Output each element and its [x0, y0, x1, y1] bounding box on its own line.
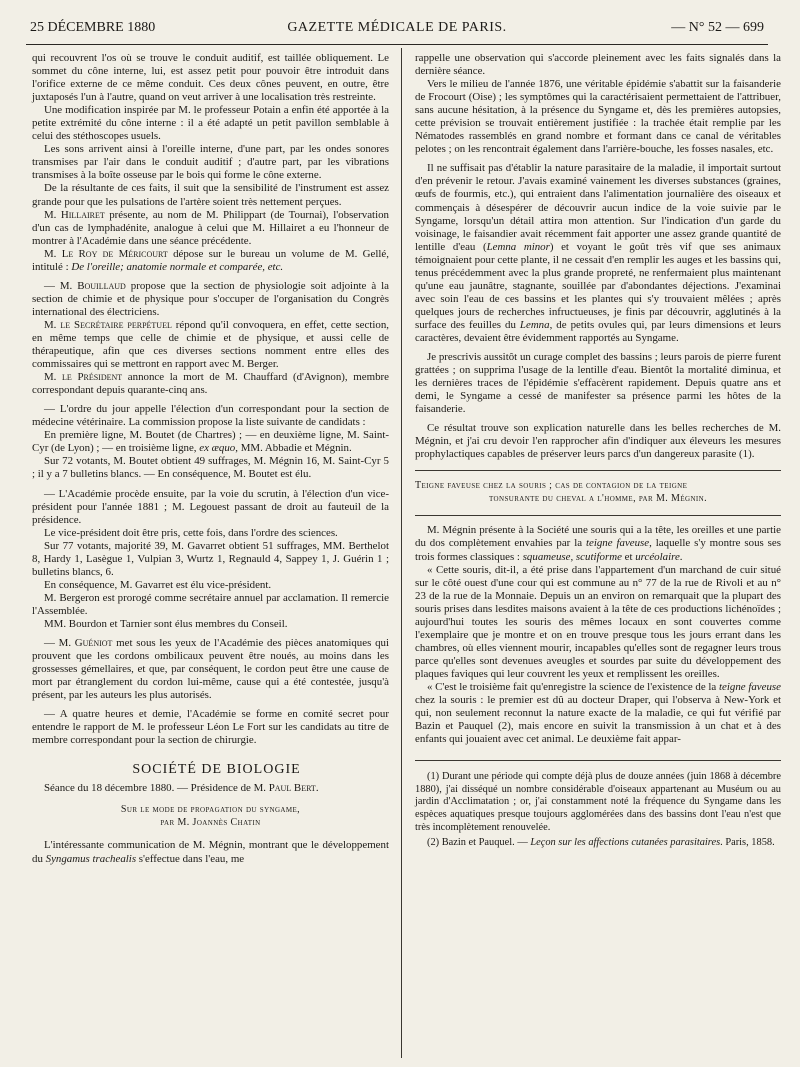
paragraph-text: .	[315, 782, 319, 795]
emphasis: teigne faveuse	[585, 537, 650, 550]
paragraph: Vers le milieu de l'année 1876, une véritable épidémie s'abattit sur la faisanderie de Frocourt (Oise) ; les symptômes qui la caractérisaient permettaient de l'attribuer, sans aucune hésitation, à la présence du Syngame et, dès les premières autopsies, cette prévision se trouvait entièrement justifiée : la trachée était remplie par les Nématodes rassemblés en grand nombre et formant dans ce canal de véritables pelotes ; on les rencontrait également dans l'arrière-bouche, les fosses nasales, etc.	[415, 78, 781, 156]
speaker-name: — M. Guéniot	[44, 637, 113, 650]
paragraph-text: présente, au nom de M. Philippart (de Tournai), l'observation d'un cas de lymphadénite, analogue à celui que M. Hillairet a eu l'honneur de montrer à l'Académie dans une séance précédente.	[32, 208, 389, 247]
paragraph-text: propose que la section de physiologie soit adjointe à la section de chimie et de physique pour s'occuper de l'organisation du Congrès international des électriciens.	[32, 279, 389, 318]
paragraph-text: annonce la mort de M. Chauffard (d'Avignon), membre correspondant depuis quarante-cinq ans.	[32, 371, 389, 397]
section-title: SOCIÉTÉ DE BIOLOGIE	[132, 762, 301, 778]
paragraph-text: « C'est le troisième fait qu'enregistre la science de l'existence de la	[427, 680, 719, 693]
header-title: GAZETTE MÉDICALE DE PARIS.	[287, 20, 507, 35]
footnote-text: . Paris, 1858.	[720, 837, 775, 849]
book-title: Leçon sur les affections cutanées parasitaires	[530, 837, 721, 849]
paragraph: — L'Académie procède ensuite, par la voie du scrutin, à l'élection d'un vice-président pour l'année 1881 ; M. Legouest passant de droit au fauteuil de la présidence.	[32, 487, 389, 526]
paragraph: De la résultante de ces faits, il suit que la sensibilité de l'instrument est assez grande pour que les pulsations de l'artère soient très nettement perçues.	[32, 182, 389, 208]
right-column	[415, 52, 781, 853]
paragraph-text: .	[679, 550, 683, 563]
paragraph-text: L'intéressante communication de M. Mégnin, montrant que le développement du	[32, 839, 389, 865]
header-page-number: — N° 52 — 699	[671, 20, 764, 35]
paragraph	[415, 524, 781, 563]
speaker-name: M. le Président	[44, 371, 123, 384]
footnote	[415, 837, 781, 850]
paragraph: — A quatre heures et demie, l'Académie se forme en comité secret pour entendre le rapport de M. le professeur Léon Le Fort sur les candidats au titre de membre correspondant pour la section de chirurgie.	[32, 708, 389, 747]
paragraph	[32, 371, 389, 397]
book-title: De l'oreille; anatomie normale et comparée	[71, 260, 263, 273]
article-title-line: Sur le mode de propagation du syngame,	[120, 804, 301, 816]
paragraph	[32, 280, 389, 319]
paragraph	[32, 319, 389, 371]
paragraph: M. Bergeron est prorogé comme secrétaire annuel par acclamation. Il remercie l'Assemblée.	[32, 591, 389, 617]
speaker-name: — M. Bouillaud	[44, 279, 126, 292]
paragraph: En conséquence, M. Gavarret est élu vice-président.	[44, 578, 272, 591]
paragraph-text: s'effectue dans l'eau, me	[136, 852, 245, 865]
footnotes	[415, 771, 781, 850]
article-title	[415, 479, 781, 505]
paragraph	[32, 429, 389, 455]
header-date: 25 DÉCEMBRE 1880	[30, 20, 156, 35]
left-column	[32, 52, 389, 866]
paragraph-text: Séance du 18 décembre 1880. — Présidence de M.	[44, 782, 269, 795]
paragraph-text: En première ligne, M. Boutet (de Chartres) ; — en deuxième ligne, M. Saint-Cyr (de Lyon) ; — en troisième ligne,	[32, 429, 389, 455]
paragraph: Sur 77 votants, majorité 39, M. Gavarret obtient 51 suffrages, MM. Berthelot 8, Hardy 1, Lasègue 1, Vulpian 3, Wurtz 1, Regnauld 4, Sappey 1, J. Guérin 1 ; bulletins blancs, 6.	[32, 539, 389, 578]
paragraph-text: répond qu'il convoquera, en effet, cette section, en même temps que celle de chimie et de physique, et aussi celle de thérapeutique, afin que ces diverses sections nomment entre elles des commissaires qui se mettront en rapport avec M. Berger.	[32, 318, 389, 371]
session-line	[32, 782, 389, 795]
paragraph: Sur 72 votants, M. Boutet obtient 49 suffrages, M. Mégnin 16, M. Saint-Cyr 5 ; il y a 7 bulletins blancs. — En conséquence, M. Boutet est élu.	[32, 455, 389, 481]
paragraph: MM. Bourdon et Tarnier sont élus membres du Conseil.	[44, 617, 288, 630]
paragraph: Les sons arrivent ainsi à l'oreille interne, d'une part, par les ondes sonores transmises par l'air dans le conduit auditif ; d'autre part, par les vibrations transmises à la boîte osseuse par le bois qui forme le cône externe.	[32, 143, 389, 182]
paragraph-text: chez la souris : le premier est dû au docteur Draper, qui l'observa à New-York et qui, non seulement reconnut la nature exacte de la maladie, ce qui fut vérifié par Bazin et Pauquel (2), mais encore en suivit la transmission à un chat et à des enfants qui jouaient avec cet animal. Le deuxième fait appar-	[415, 694, 781, 746]
paragraph-text: et	[621, 550, 636, 563]
paragraph-text: , laquelle s'y montre sous ses trois formes classiques :	[415, 537, 781, 563]
emphasis: teigne faveuse	[719, 680, 781, 693]
paragraph-text: Il ne suffisait pas d'établir la nature parasitaire de la maladie, il importait surtout d'en prévenir le retour. J'avais examiné vainement les diverses substances (graines, œufs de fourmis, etc.), qui entraient dans l'alimentation journalière des oiseaux et commençais à désespérer de découvrir aucun indice de la voie suivie par le Syngame, lorsqu'un détail attira mon attention. Sur l'indication d'un garde du voisinage, le faisandier avait récemment fait apporter une assez grande quantité de lentille d'eau (	[415, 162, 781, 253]
paragraph: qui recouvrent l'os où se trouve le conduit auditif, est taillée obliquement. Le sommet du cône interne, lui, est assez petit pour pouvoir être introduit dans l'orifice externe de ce même conduit. Ces deux cônes peuvent, en outre, être juxtaposés l'un à l'autre, quand on veut arriver à une localisation très restreinte.	[32, 52, 389, 104]
emphasis: ex æquo	[199, 442, 236, 455]
emphasis: squameuse, scutiforme	[522, 550, 622, 563]
paragraph-text: , MM. Abbadie et Mégnin.	[235, 442, 352, 455]
emphasis: urcéolaire	[635, 550, 680, 563]
footnote-text: (2) Bazin et Pauquel. —	[427, 837, 531, 849]
article-title-line: Teigne faveuse chez la souris ; cas de contagion de la teigne	[415, 480, 688, 492]
paragraph-text: , etc.	[262, 260, 284, 273]
paragraph: Le vice-président doit être pris, cette fois, dans l'ordre des sciences.	[44, 526, 338, 539]
species-name: Syngamus trachealis	[45, 852, 137, 865]
column-rule	[401, 48, 402, 1058]
paragraph-text: , de petits ovules qui, par leurs dimensions et leurs caractères, devaient être évidemment rapportés au Syngame.	[415, 318, 781, 344]
speaker-name: M. Le Roy de Méricourt	[44, 247, 168, 260]
paragraph: « Cette souris, dit-il, a été prise dans l'appartement d'un marchand de cuir situé sur le côté ouest d'une cour qui est commune au n° 77 de la rue de Rivoli et au n° 23 de la rue de la Monnaie. Depuis un an environ on remarquait que la plupart des souris prises dans lesdites maisons avaient à la tête de ces productions lichénoïdes ; aujourd'hui toutes les souris des mêmes locaux en sont couvertes comme l'exemplaire que je montre et on en trouve presque tous les jours errant dans les chambres, où elles viennent mourir, incapables qu'elles sont de regagner leurs trous parce qu'elles sont devenues aveugles et sourdes par suite du développement des plaques faviques qui leur couvrent les yeux et remplissent les oreilles.	[415, 563, 781, 680]
article-title	[32, 803, 389, 829]
paragraph-text: met sous les yeux de l'Académie des pièces anatomiques qui prouvent que les cordons ombilicaux peuvent être noués, au moins dans les grossesses gémellaires, et que, par conséquent, le cordon peut être une cause de mort par étranglement du cordon lui-même, cause qui a été contestée, jusqu'à présent, par les auteurs les plus autorisés.	[32, 637, 389, 702]
paragraph-text: dépose sur le bureau un volume de M. Gellé, intitulé :	[32, 247, 389, 273]
paragraph: — L'ordre du jour appelle l'élection d'un correspondant pour la section de médecine vétérinaire. La commission propose la liste suivante de candidats :	[32, 403, 389, 429]
running-header	[30, 20, 764, 42]
president-name: Paul Bert	[268, 782, 316, 795]
paragraph	[32, 839, 389, 865]
paragraph	[415, 162, 781, 345]
speaker-name: M. Hillairet	[44, 208, 105, 221]
paragraph	[415, 681, 781, 746]
section-divider	[415, 515, 781, 516]
section-divider	[415, 470, 781, 471]
paragraph: Ce résultat trouve son explication naturelle dans les belles recherches de M. Mégnin, et j'ai cru devoir l'en rapprocher afin d'indiquer aux éleveurs les mesures prophylactiques capables de préserver leurs parcs d'un dangereux parasite (1).	[415, 422, 781, 461]
paragraph	[32, 209, 389, 248]
article-author: par M. Joannès Chatin	[160, 817, 261, 829]
header-rule	[26, 44, 768, 45]
paragraph-text: ) et voyant le goût très vif que ses animaux témoignaient pour cette plante, il ne cessait d'en remplir les auges et les bassins qui, tenus précédemment avec la plus grande propreté, ne renfermaient plus maintenant qu'une eau jaunâtre, stagnante, souillée par d'abondantes déjections. J'examinai avec soin l'eau de ces bassins et les plantes qui s'y trouvaient mêlées ; après quelques jours de recherches infructueuses, je finis par découvrir, agglutinés à la surface des feuilles du	[415, 240, 781, 331]
footnote-divider	[415, 760, 781, 761]
paragraph	[32, 637, 389, 702]
species-name: Lemna minor	[486, 240, 550, 253]
paragraph	[32, 248, 389, 274]
footnote: (1) Durant une période qui compte déjà plus de douze années (juin 1868 à décembre 1880), j'ai disséqué un nombre considérable d'oiseaux appartenant au Muséum ou au jardin d'Acclimatation ; or, j'ai constamment noté la fréquence du Syngame dans les espèces aquatiques presque toujours agglomérées dans des bassins dont l'eau n'est que très incomplètement renouvelée.	[415, 771, 781, 833]
paragraph: Une modification inspirée par M. le professeur Potain a enfin été apportée à la petite extrémité du cône interne : il a été adapté un petit pavillon semblable à celui des stéthoscopes usuels.	[32, 104, 389, 143]
article-title-line: tonsurante du cheval a l'homme, par M. Mégnin.	[488, 493, 708, 505]
speaker-name: M. le Secrétaire perpétuel	[44, 318, 172, 331]
paragraph-text: M. Mégnin présente à la Société une souris qui a la tête, les oreilles et une partie du dos complètement envahies par la	[415, 524, 781, 550]
paragraph: rappelle une observation qui s'accorde pleinement avec les faits signalés dans la dernière séance.	[415, 52, 781, 78]
species-name: Lemna	[519, 318, 550, 331]
paragraph: Je prescrivis aussitôt un curage complet des bassins ; leurs parois de pierre furent grattées ; on supprima l'usage de la lentille d'eau. Bientôt la mortalité diminua, et les dernières traces de l'épidémie s'effacèrent rapidement. Depuis quatre ans et demi, le Syngame a cessé de manifester sa présence parmi les hôtes de la faisanderie.	[415, 351, 781, 416]
